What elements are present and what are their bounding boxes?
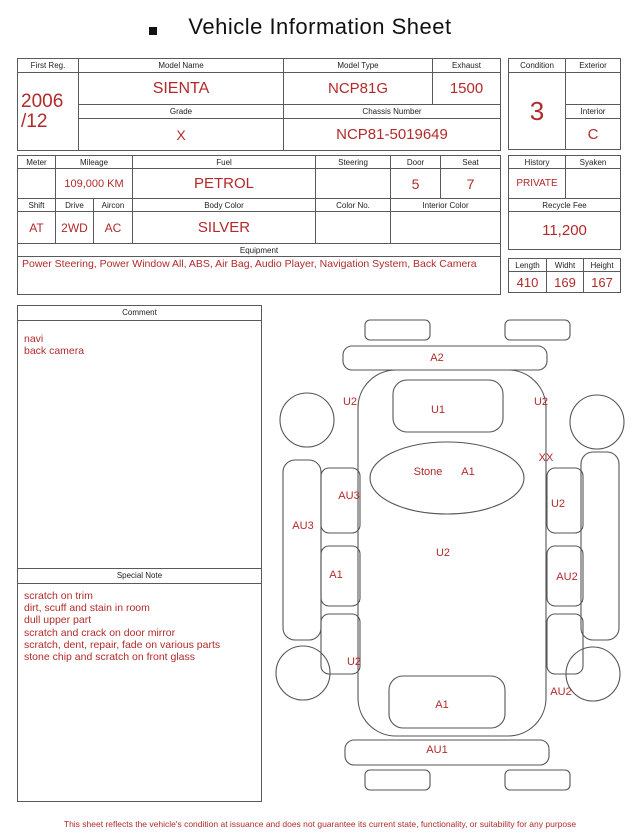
- first-reg-year: 2006: [21, 91, 64, 113]
- chassis-number-value: NCP81-5019649: [284, 119, 501, 151]
- disclaimer-text: This sheet reflects the vehicle's condition at issuance and does not guarantee its current state, functionality, or suitability for any purpose: [63, 819, 577, 829]
- comment-line: back camera: [24, 345, 85, 358]
- model-type-label: Model Type: [284, 59, 433, 73]
- grade-label: Grade: [79, 105, 284, 119]
- special-note-line: scratch, dent, repair, fade on various parts: [24, 638, 221, 651]
- comment-header: Comment: [18, 306, 261, 321]
- special-note-line: dirt, scuff and stain in room: [24, 602, 150, 615]
- front-corner-right: [505, 770, 570, 790]
- car-damage-diagram: [265, 308, 635, 800]
- condition-value: 3: [509, 73, 566, 150]
- front-corner-left: [365, 770, 430, 790]
- rear-bumper: [343, 346, 547, 370]
- drive-value: 2WD: [56, 212, 94, 244]
- widht-value: 169: [547, 272, 584, 293]
- model-type-value: NCP81G: [284, 73, 433, 105]
- aircon-value: AC: [94, 212, 133, 244]
- diagram-annotation: AU1: [426, 744, 448, 756]
- recycle-fee-label: Recycle Fee: [509, 199, 621, 212]
- roof-panel: [370, 442, 524, 514]
- rear-corner-left: [365, 320, 430, 340]
- diagram-annotation: U2: [533, 396, 549, 408]
- exhaust-label: Exhaust: [433, 59, 501, 73]
- diagram-annotation: XX: [538, 452, 554, 464]
- exterior-value: [566, 73, 621, 105]
- comment-body: [18, 321, 261, 568]
- height-label: Height: [584, 259, 621, 272]
- seat-label: Seat: [441, 156, 501, 169]
- body-color-label: Body Color: [133, 199, 316, 212]
- rear-corner-right: [505, 320, 570, 340]
- diagram-annotation: AU3: [338, 490, 360, 502]
- chassis-number-label: Chassis Number: [284, 105, 501, 119]
- condition-label: Condition: [509, 59, 566, 73]
- widht-label: Widht: [547, 259, 584, 272]
- special-note-line: scratch on trim: [24, 590, 93, 602]
- diagram-annotation: Stone: [413, 466, 443, 478]
- equipment-label: Equipment: [18, 244, 501, 257]
- spec-table: [17, 155, 501, 295]
- shift-value: AT: [18, 212, 56, 244]
- history-value: PRIVATE: [509, 169, 566, 199]
- aircon-label: Aircon: [94, 199, 133, 212]
- body-color-value: SILVER: [133, 212, 316, 244]
- header-table: [17, 58, 501, 151]
- diagram-annotation: AU3: [292, 520, 314, 532]
- special-note-header: Special Note: [18, 568, 261, 584]
- rear-window: [393, 380, 503, 432]
- meter-value: [18, 169, 56, 199]
- equipment-value: Power Steering, Power Window All, ABS, Air Bag, Audio Player, Navigation System, Back Camera: [18, 257, 501, 295]
- meter-label: Meter: [18, 156, 56, 169]
- comment-line: navi: [24, 333, 44, 345]
- interior-label: Interior: [566, 105, 621, 119]
- steering-value: [316, 169, 391, 199]
- wheel-rear-right: [570, 395, 624, 449]
- special-note-body: [18, 584, 261, 663]
- special-note-line: dull upper part: [24, 614, 92, 627]
- fuel-label: Fuel: [133, 156, 316, 169]
- special-note-line: stone chip and scratch on front glass: [24, 650, 196, 663]
- diagram-annotation: AU2: [550, 686, 572, 698]
- diagram-annotation: U1: [430, 404, 446, 416]
- special-note-line: scratch and crack on door mirror: [24, 626, 176, 639]
- comment-box: [17, 305, 262, 802]
- syaken-value: [566, 169, 621, 199]
- car-body-outline: [358, 370, 549, 736]
- mileage-value: 109,000 KM: [56, 169, 133, 199]
- model-name-label: Model Name: [79, 59, 284, 73]
- diagram-annotation: A1: [461, 466, 475, 478]
- right-door-front: [547, 614, 583, 674]
- history-table: [508, 155, 621, 250]
- exterior-label: Exterior: [566, 59, 621, 73]
- syaken-label: Syaken: [566, 156, 621, 169]
- height-value: 167: [584, 272, 621, 293]
- shift-label: Shift: [18, 199, 56, 212]
- diagram-annotation: A1: [435, 699, 449, 711]
- color-no-value: [316, 212, 391, 244]
- diagram-annotation: A1: [329, 569, 343, 581]
- wheel-front-left: [276, 646, 330, 700]
- condition-table: [508, 58, 621, 150]
- grade-value: X: [79, 119, 284, 151]
- exhaust-value: 1500: [433, 73, 501, 105]
- first-reg-month: /12: [21, 110, 48, 132]
- drive-label: Drive: [56, 199, 94, 212]
- wheel-rear-left: [280, 393, 334, 447]
- model-name-value: SIENTA: [79, 73, 284, 105]
- door-value: 5: [391, 169, 441, 199]
- interior-color-value: [391, 212, 501, 244]
- diagram-annotation: A2: [430, 352, 444, 364]
- diagram-annotation: U2: [550, 498, 566, 510]
- steering-label: Steering: [316, 156, 391, 169]
- left-side-panel: [283, 460, 321, 640]
- diagram-annotation: U2: [435, 547, 451, 559]
- color-no-label: Color No.: [316, 199, 391, 212]
- length-label: Length: [509, 259, 547, 272]
- diagram-annotation: AU2: [556, 571, 578, 583]
- recycle-fee-value: 11,200: [509, 212, 621, 250]
- first-reg-value: [18, 73, 79, 151]
- mileage-label: Mileage: [56, 156, 133, 169]
- door-label: Door: [391, 156, 441, 169]
- dimensions-table: [508, 258, 621, 293]
- right-side-panel: [581, 452, 619, 640]
- diagram-annotation: U2: [346, 656, 362, 668]
- interior-value: C: [566, 119, 621, 150]
- page-title: Vehicle Information Sheet: [188, 14, 452, 39]
- seat-value: 7: [441, 169, 501, 199]
- history-label: History: [509, 156, 566, 169]
- fuel-value: PETROL: [133, 169, 316, 199]
- first-reg-label: First Reg.: [18, 59, 79, 73]
- interior-color-label: Interior Color: [391, 199, 501, 212]
- length-value: 410: [509, 272, 547, 293]
- diagram-annotation: U2: [342, 396, 358, 408]
